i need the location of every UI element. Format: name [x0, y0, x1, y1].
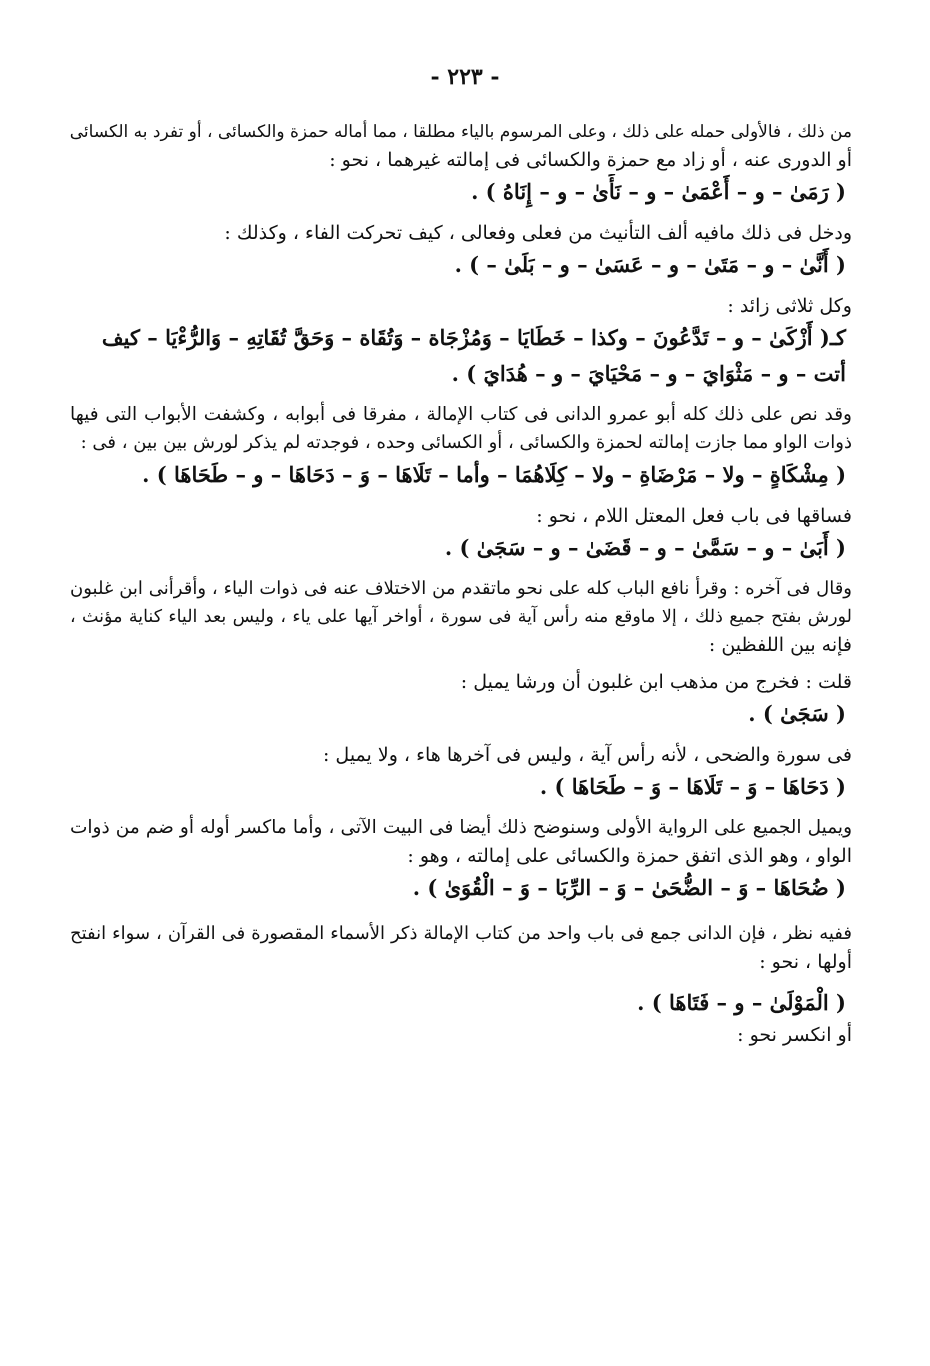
text-line: ودخل فى ذلك مافيه ألف التأنيث من فعلى وفعالى ، كيف تحركت الفاء ، وكذلك :	[224, 222, 852, 244]
text-line: أو انكسر نحو :	[737, 1024, 852, 1046]
text-line: وكل ثلاثى زائد :	[727, 295, 852, 317]
text-line: أو الدورى عنه ، أو زاد مع حمزة والكسائى فى إمالته غيرهما ، نحو :	[329, 149, 852, 171]
quran-words-line: ( ضُحَاهَا – وَ – الضُّحَىٰ – وَ – الرِّبَا – وَ – الْقُوَىٰ ) .	[412, 875, 846, 900]
line-spacer	[70, 976, 852, 985]
quran-words-line: ( سَجَىٰ ) .	[748, 701, 846, 726]
line-spacer	[70, 659, 852, 668]
text-line: لورش بفتح جميع ذلك ، إلا ماوقع منه رأس آية فى سورة ، أواخر آيها على ياء ، وليس بعد الياء كناية مؤنث ،	[70, 607, 852, 627]
text-line: الواو ، وهو الذى اتفق حمزة والكسائى على إمالته ، وهو :	[407, 845, 852, 867]
quran-words-line: ( رَمَىٰ – و – أَعْمَىٰ – و – نَأَىٰ – و – إِنَاهُ ) .	[471, 179, 846, 204]
line-spacer	[70, 805, 852, 814]
quran-words-line: أتت – و – مَثْوَايَ – و – مَحْيَايَ – و – هُدَايَ ) .	[451, 361, 846, 386]
text-line: وقال فى آخره : وقرأ نافع الباب كله على نحو ماتقدم من الاختلاف عنه فى ذوات الياء ، وأقرأنى ابن غلبون	[70, 578, 852, 599]
text-line: من ذلك ، فالأولى حمله على ذلك ، وعلى المرسوم بالياء مطلقا ، مما أماله حمزة والكسائى ، أو تفرد به الكسائى	[70, 122, 852, 142]
text-line: قلت : فخرج من مذهب ابن غلبون أن ورشا يميل :	[460, 671, 852, 693]
line-spacer	[70, 210, 852, 219]
line-spacer	[70, 732, 852, 741]
text-line: وقد نص على ذلك كله أبو عمرو الدانى فى كتاب الإمالة ، مفرقا فى أبوابه ، وكشفت الأبواب التى فيها	[70, 404, 852, 425]
quran-words-line: ( دَحَاهَا – وَ – تَلَاهَا – وَ – طَحَاهَا ) .	[539, 774, 846, 799]
text-line: ويميل الجميع على الرواية الأولى وسنوضح ذلك أيضا فى البيت الآتى ، وأما ماكسر أوله أو ضم من ذوات	[70, 817, 852, 838]
text-line: فساقها فى باب فعل المعتل اللام ، نحو :	[536, 505, 852, 527]
quran-words-line: ( الْمَوْلَىٰ – و – فَتَاهَا ) .	[637, 990, 846, 1015]
quran-words-line: ( مِشْكَاةٍ – ولا – مَرْضَاةِ – ولا – كِلَاهُمَا – وأما – تَلَاهَا – وَ – دَحَاهَا – و – طَحَاهَا ) .	[142, 462, 846, 487]
page-body-text	[70, 118, 852, 1049]
text-line: أولها ، نحو :	[759, 951, 852, 973]
quran-words-line: ( أَنَّىٰ – و – مَتَىٰ – و – عَسَىٰ – و – بَلَىٰ – ) .	[454, 252, 846, 277]
text-line: ذوات الواو مما جازت إمالته لحمزة والكسائى ، أو الكسائى وحده ، فوجدته لم يذكر لورش بين بين ، فى :	[80, 432, 852, 453]
line-spacer	[70, 566, 852, 575]
page-number: - ٢٢٣ -	[430, 64, 500, 90]
text-line: ففيه نظر ، فإن الدانى جمع فى باب واحد من كتاب الإمالة ذكر الأسماء المقصورة فى القرآن ، سواء انفتح	[70, 923, 852, 944]
quran-words-line: ( أَبَىٰ – و – سَمَّىٰ – و – قَضَىٰ – و – سَجَىٰ ) .	[444, 535, 846, 560]
line-spacer	[70, 906, 852, 920]
text-line: فإنه بين اللفظين :	[708, 634, 852, 656]
line-spacer	[70, 392, 852, 401]
line-spacer	[70, 493, 852, 502]
line-spacer	[70, 283, 852, 292]
text-line: فى سورة والضحى ، لأنه رأس آية ، وليس فى آخرها هاء ، ولا يميل :	[322, 744, 852, 766]
quran-words-line: كـ( أَزْكَىٰ – و – تَدَّعُونَ – وكذا – خَطَايَا – وَمُزْجَاة – وَتُقَاة – وَحَقَّ تُقَاتِهِ – وَالرُّءْيَا – كيف	[101, 325, 846, 350]
